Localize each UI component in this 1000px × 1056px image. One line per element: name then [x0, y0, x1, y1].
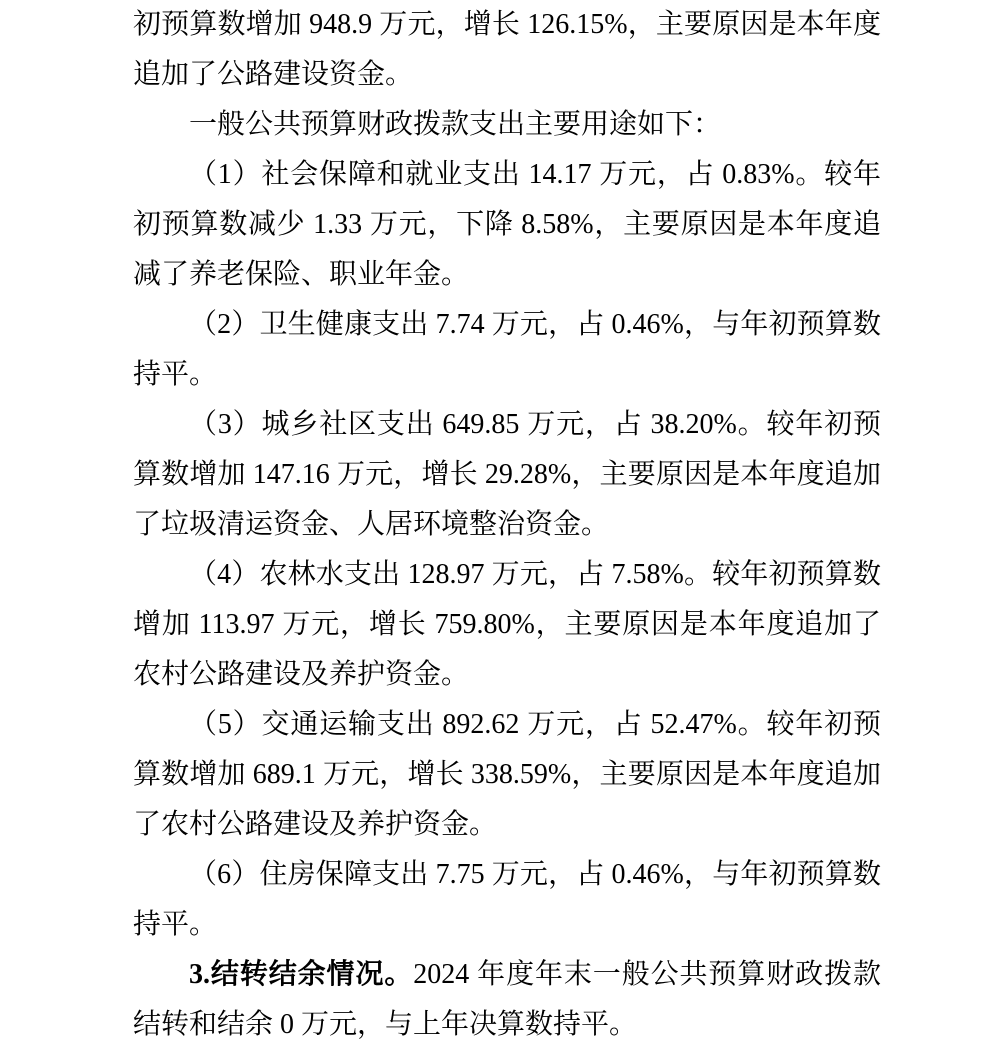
paragraph — [133, 550, 881, 700]
document-body — [133, 0, 881, 1050]
paragraph — [133, 400, 881, 550]
text-run: 一般公共预算财政拨款支出主要用途如下： — [189, 109, 722, 140]
paragraph — [133, 100, 881, 150]
text-run: （4）农林水支出 128.97 万元，占 7.58%。较年初预算数增加 113.97 万元，增长 759.80%，主要原因是本年度追加了农村公路建设及养护资金。 — [133, 559, 881, 690]
text-run: （5）交通运输支出 892.62 万元，占 52.47%。较年初预算数增加 689.1 万元，增长 338.59%，主要原因是本年度追加了农村公路建设及养护资金。 — [133, 709, 881, 840]
paragraph — [133, 300, 881, 400]
text-run: 初预算数增加 948.9 万元，增长 126.15%，主要原因是本年度追加了公路建设资金。 — [133, 9, 881, 90]
text-run: （2）卫生健康支出 7.74 万元，占 0.46%，与年初预算数持平。 — [133, 309, 881, 390]
paragraph — [133, 150, 881, 300]
text-run: （1）社会保障和就业支出 14.17 万元，占 0.83%。较年初预算数减少 1.33 万元，下降 8.58%，主要原因是本年度追减了养老保险、职业年金。 — [133, 159, 881, 290]
paragraph — [133, 950, 881, 1050]
paragraph — [133, 0, 881, 100]
text-run-bold: 3.结转结余情况。 — [189, 959, 414, 990]
text-run: （6）住房保障支出 7.75 万元，占 0.46%，与年初预算数持平。 — [133, 859, 881, 940]
text-run: （3）城乡社区支出 649.85 万元，占 38.20%。较年初预算数增加 147.16 万元，增长 29.28%，主要原因是本年度追加了垃圾清运资金、人居环境整治资金。 — [133, 409, 881, 540]
text-run: 2024 年度年末一般公共预算财政拨款结转和结余 0 万元，与上年决算数持平。 — [133, 959, 881, 1040]
paragraph — [133, 700, 881, 850]
paragraph — [133, 850, 881, 950]
